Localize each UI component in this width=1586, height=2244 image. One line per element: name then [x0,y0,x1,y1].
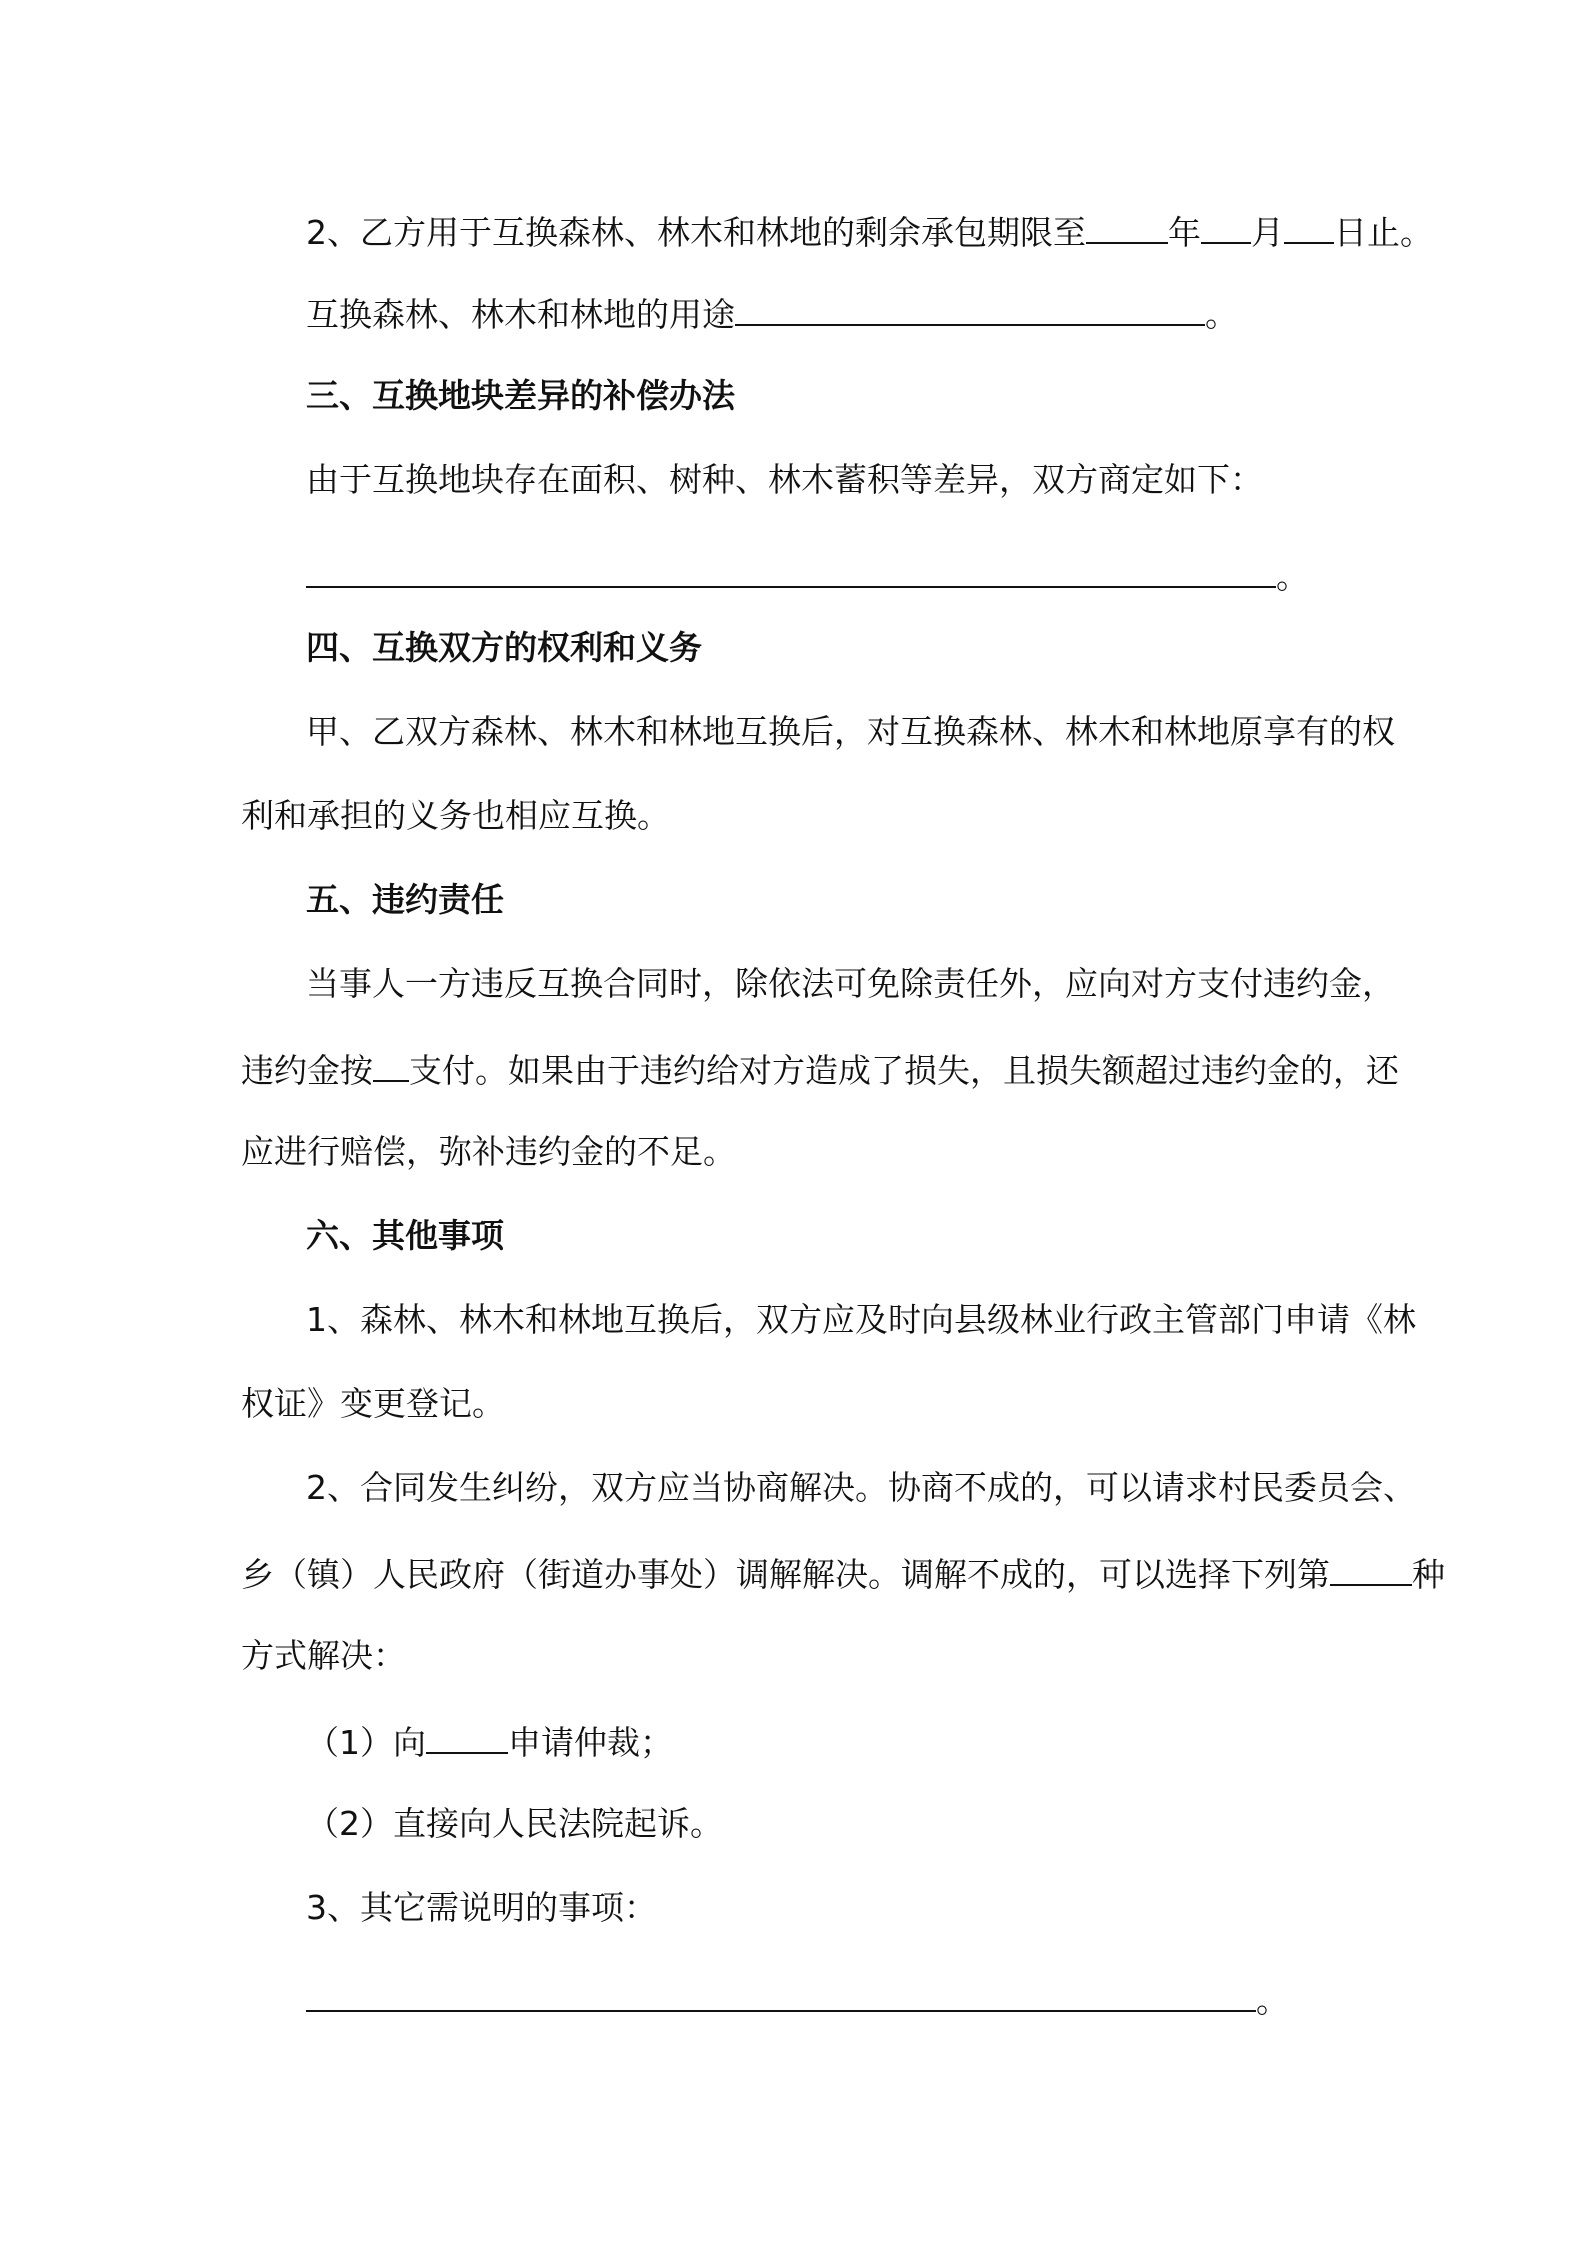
year-label: 年 [1168,213,1201,252]
other-notes-end: 。 [1256,1981,1289,2020]
section-3-heading: 三、互换地块差异的补偿办法 [306,376,735,415]
compensation-line [0,552,1586,599]
liability-text-1: 当事人一方违反互换合同时，除依法可免除责任外，应向对方支付违约金， [306,964,1395,1003]
usage-text: 互换森林、林木和林地的用途 [306,295,735,334]
section-4-heading: 四、互换双方的权利和义务 [306,628,702,667]
year-blank[interactable] [1086,208,1168,244]
penalty-text: 违约金按 [241,1051,373,1090]
other-item-2-line-1: 2、合同发生纠纷，双方应当协商解决。协商不成的，可以请求村民委员会、 [306,1468,1416,1507]
day-blank[interactable] [1284,208,1334,244]
rights-text-2: 利和承担的义务也相应互换。 [241,796,670,835]
penalty-blank[interactable] [373,1046,409,1082]
other-item-2-line-3: 方式解决： [241,1636,406,1675]
section-6-heading: 六、其他事项 [306,1216,504,1255]
other-item-1-line-2: 权证》变更登记。 [241,1384,505,1423]
arbitration-line [0,1718,1586,1765]
month-blank[interactable] [1201,208,1251,244]
arbitration-suffix: 申请仲裁； [508,1723,673,1762]
term-line [0,208,1586,255]
term-text: 2、乙方用于互换森林、林木和林地的剩余承包期限至 [306,213,1086,252]
other-item-1-line-1: 1、森林、林木和林地互换后，双方应及时向县级林业行政主管部门申请《林 [306,1300,1416,1339]
compensation-end: 。 [1276,557,1309,596]
method-word: 种 [1412,1555,1445,1594]
compensation-text: 由于互换地块存在面积、树种、林木蓄积等差异，双方商定如下： [306,460,1263,499]
liability-line [0,1046,1586,1093]
dispute-text: 乡（镇）人民政府（街道办事处）调解解决。调解不成的，可以选择下列第 [241,1555,1330,1594]
usage-end: 。 [1205,295,1238,334]
other-item-2-line-2 [0,1550,1586,1597]
arbitration-prefix: （1）向 [306,1723,426,1762]
usage-line [0,290,1586,337]
lawsuit-line: （2）直接向人民法院起诉。 [306,1804,723,1843]
arbitration-blank[interactable] [426,1718,508,1754]
compensation-blank[interactable] [306,552,1276,588]
method-number-blank[interactable] [1330,1550,1412,1586]
section-5-heading: 五、违约责任 [306,880,504,919]
month-label: 月 [1251,213,1284,252]
liability-text-3: 应进行赔偿，弥补违约金的不足。 [241,1132,736,1171]
usage-blank[interactable] [735,290,1205,326]
day-label: 日止。 [1334,213,1433,252]
other-item-3: 3、其它需说明的事项： [306,1888,657,1927]
other-notes-blank[interactable] [306,1976,1256,2012]
other-notes-line [0,1976,1586,2023]
rights-text-1: 甲、乙双方森林、林木和林地互换后，对互换森林、林木和林地原享有的权 [306,712,1395,751]
penalty-text-2: 支付。如果由于违约给对方造成了损失，且损失额超过违约金的，还 [409,1051,1399,1090]
